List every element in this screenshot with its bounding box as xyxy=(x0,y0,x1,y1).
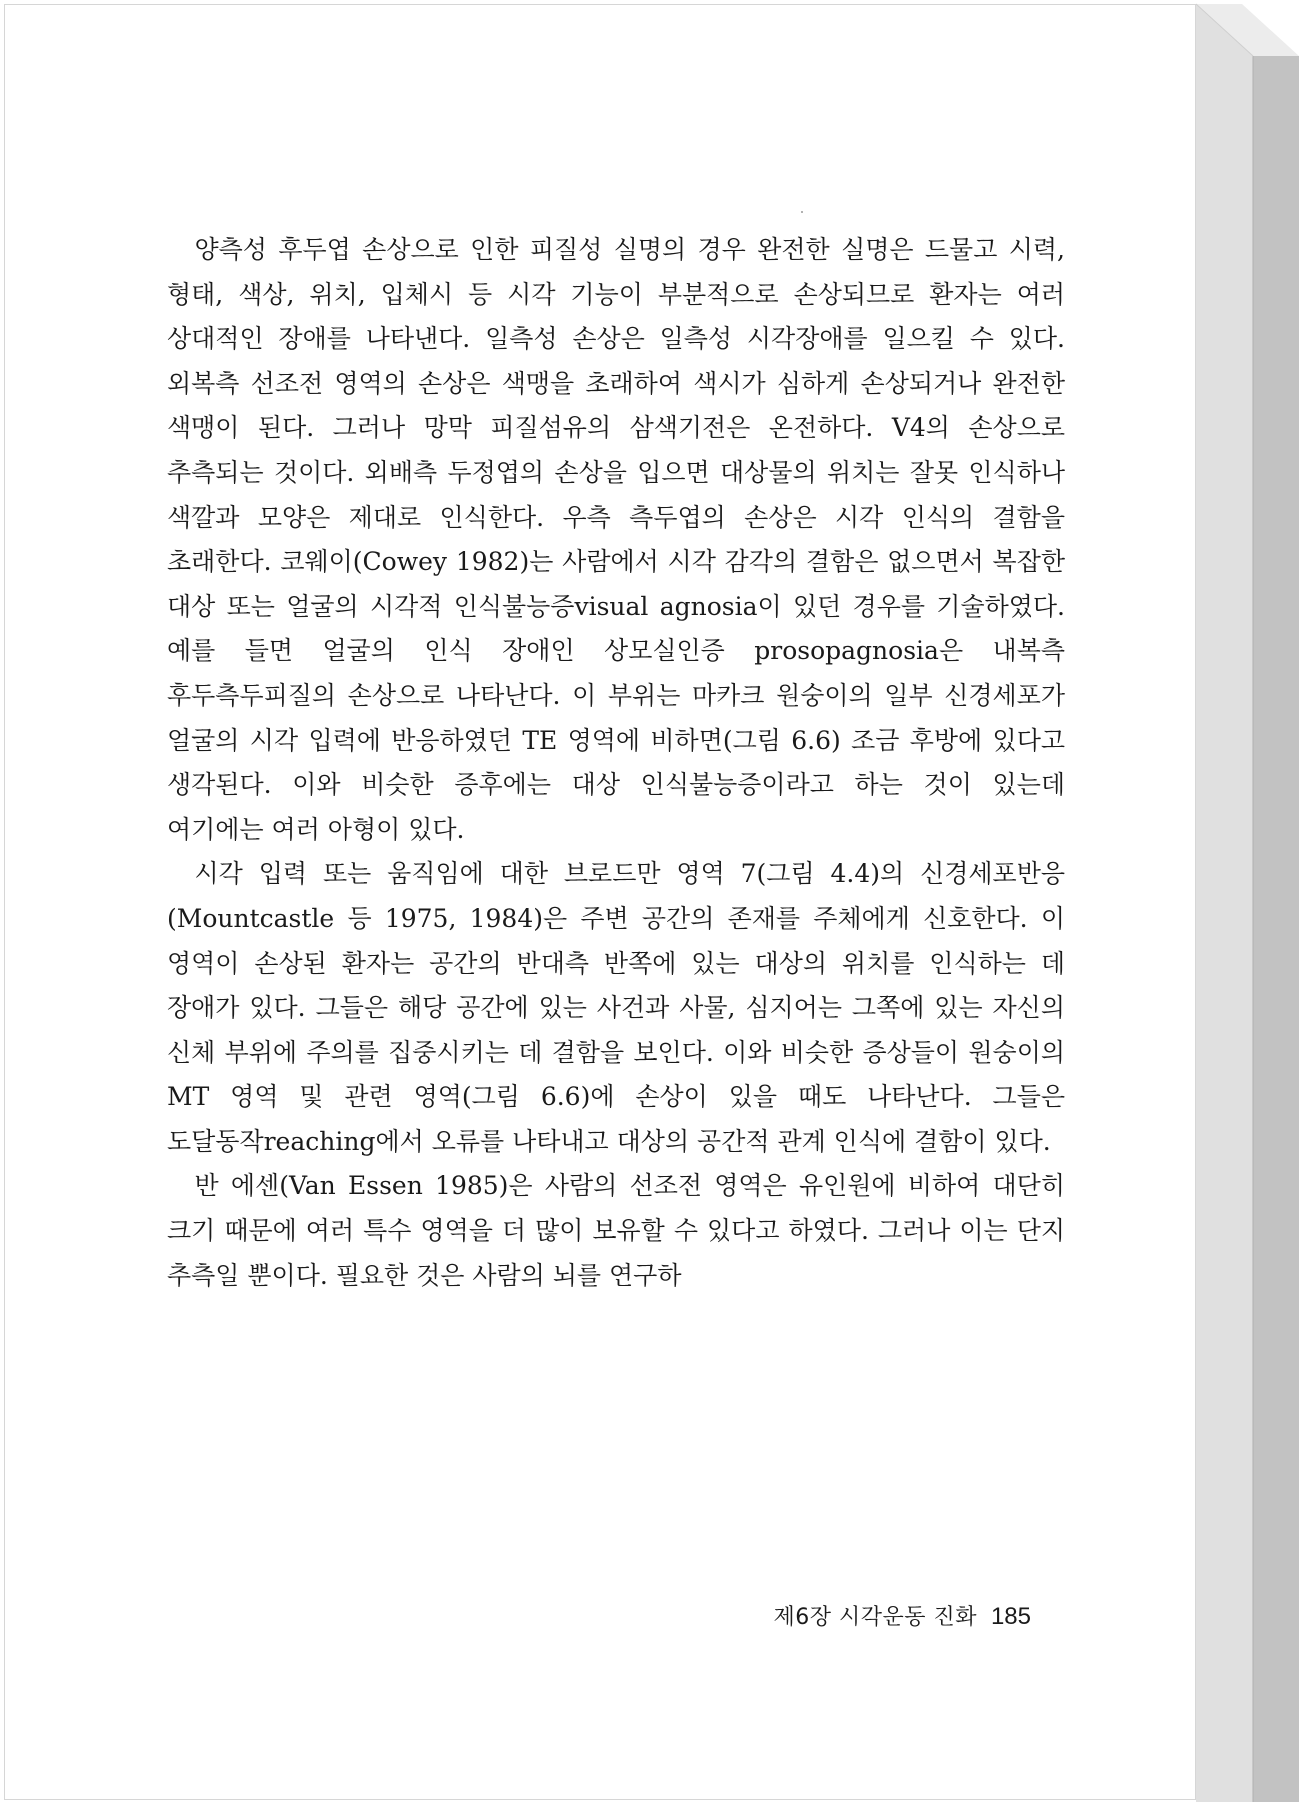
scan-speck xyxy=(801,211,803,213)
paragraph-3: 반 에센(Van Essen 1985)은 사람의 선조전 영역은 유인원에 비하여 대단히 크기 때문에 여러 특수 영역을 더 많이 보유할 수 있다고 하였다. 그러나 이는 단지 추측일 뿐이다. 필요한 것은 사람의 뇌를 연구하 xyxy=(167,1171,1065,1290)
paragraph-2: 시각 입력 또는 움직임에 대한 브로드만 영역 7(그림 4.4)의 신경세포반응(Mountcastle 등 1975, 1984)은 주변 공간의 존재를 주체에게 신호한다. 이 영역이 손상된 환자는 공간의 반대측 반쪽에 있는 대상의 위치를 인식하는 데 장애가 있다. 그들은 해당 공간에 있는 사건과 사물, 심지어는 그쪽에 있는 자신의 신체 부위에 주의를 집중시키는 데 결함을 보인다. 이와 비슷한 증상들이 원숭이의 MT 영역 및 관련 영역(그림 6.6)에 손상이 있을 때도 나타난다. 그들은 도달동작reaching에서 오류를 나타내고 대상의 공간적 관계 인식에 결함이 있다. xyxy=(167,859,1065,1156)
book-edge xyxy=(1196,0,1299,1806)
body-text xyxy=(167,228,1065,1298)
chapter-title: 제6장 시각운동 진화 xyxy=(773,1605,977,1630)
paragraph-1: 양측성 후두엽 손상으로 인한 피질성 실명의 경우 완전한 실명은 드물고 시력, 형태, 색상, 위치, 입체시 등 시각 기능이 부분적으로 손상되므로 환자는 여러 상대적인 장애를 나타낸다. 일측성 손상은 일측성 시각장애를 일으킬 수 있다. 외복측 선조전 영역의 손상은 색맹을 초래하여 색시가 심하게 손상되거나 완전한 색맹이 된다. 그러나 망막 피질섬유의 삼색기전은 온전하다. V4의 손상으로 추측되는 것이다. 외배측 두정엽의 손상을 입으면 대상물의 위치는 잘못 인식하나 색깔과 모양은 제대로 인식한다. 우측 측두엽의 손상은 시각 인식의 결함을 초래한다. 코웨이(Cowey 1982)는 사람에서 시각 감각의 결함은 없으면서 복잡한 대상 또는 얼굴의 시각적 인식불능증visual agnosia이 있던 경우를 기술하였다. 예를 들면 얼굴의 인식 장애인 상모실인증 prosopagnosia은 내복측 후두측두피질의 손상으로 나타난다. 이 부위는 마카크 원숭이의 일부 신경세포가 얼굴의 시각 입력에 반응하였던 TE 영역에 비하면(그림 6.6) 조금 후방에 있다고 생각된다. 이와 비슷한 증후에는 대상 인식불능증이라고 하는 것이 있는데 여기에는 여러 아형이 있다. xyxy=(167,235,1065,844)
page-footer xyxy=(700,1600,1031,1631)
page-number: 185 xyxy=(990,1603,1031,1630)
